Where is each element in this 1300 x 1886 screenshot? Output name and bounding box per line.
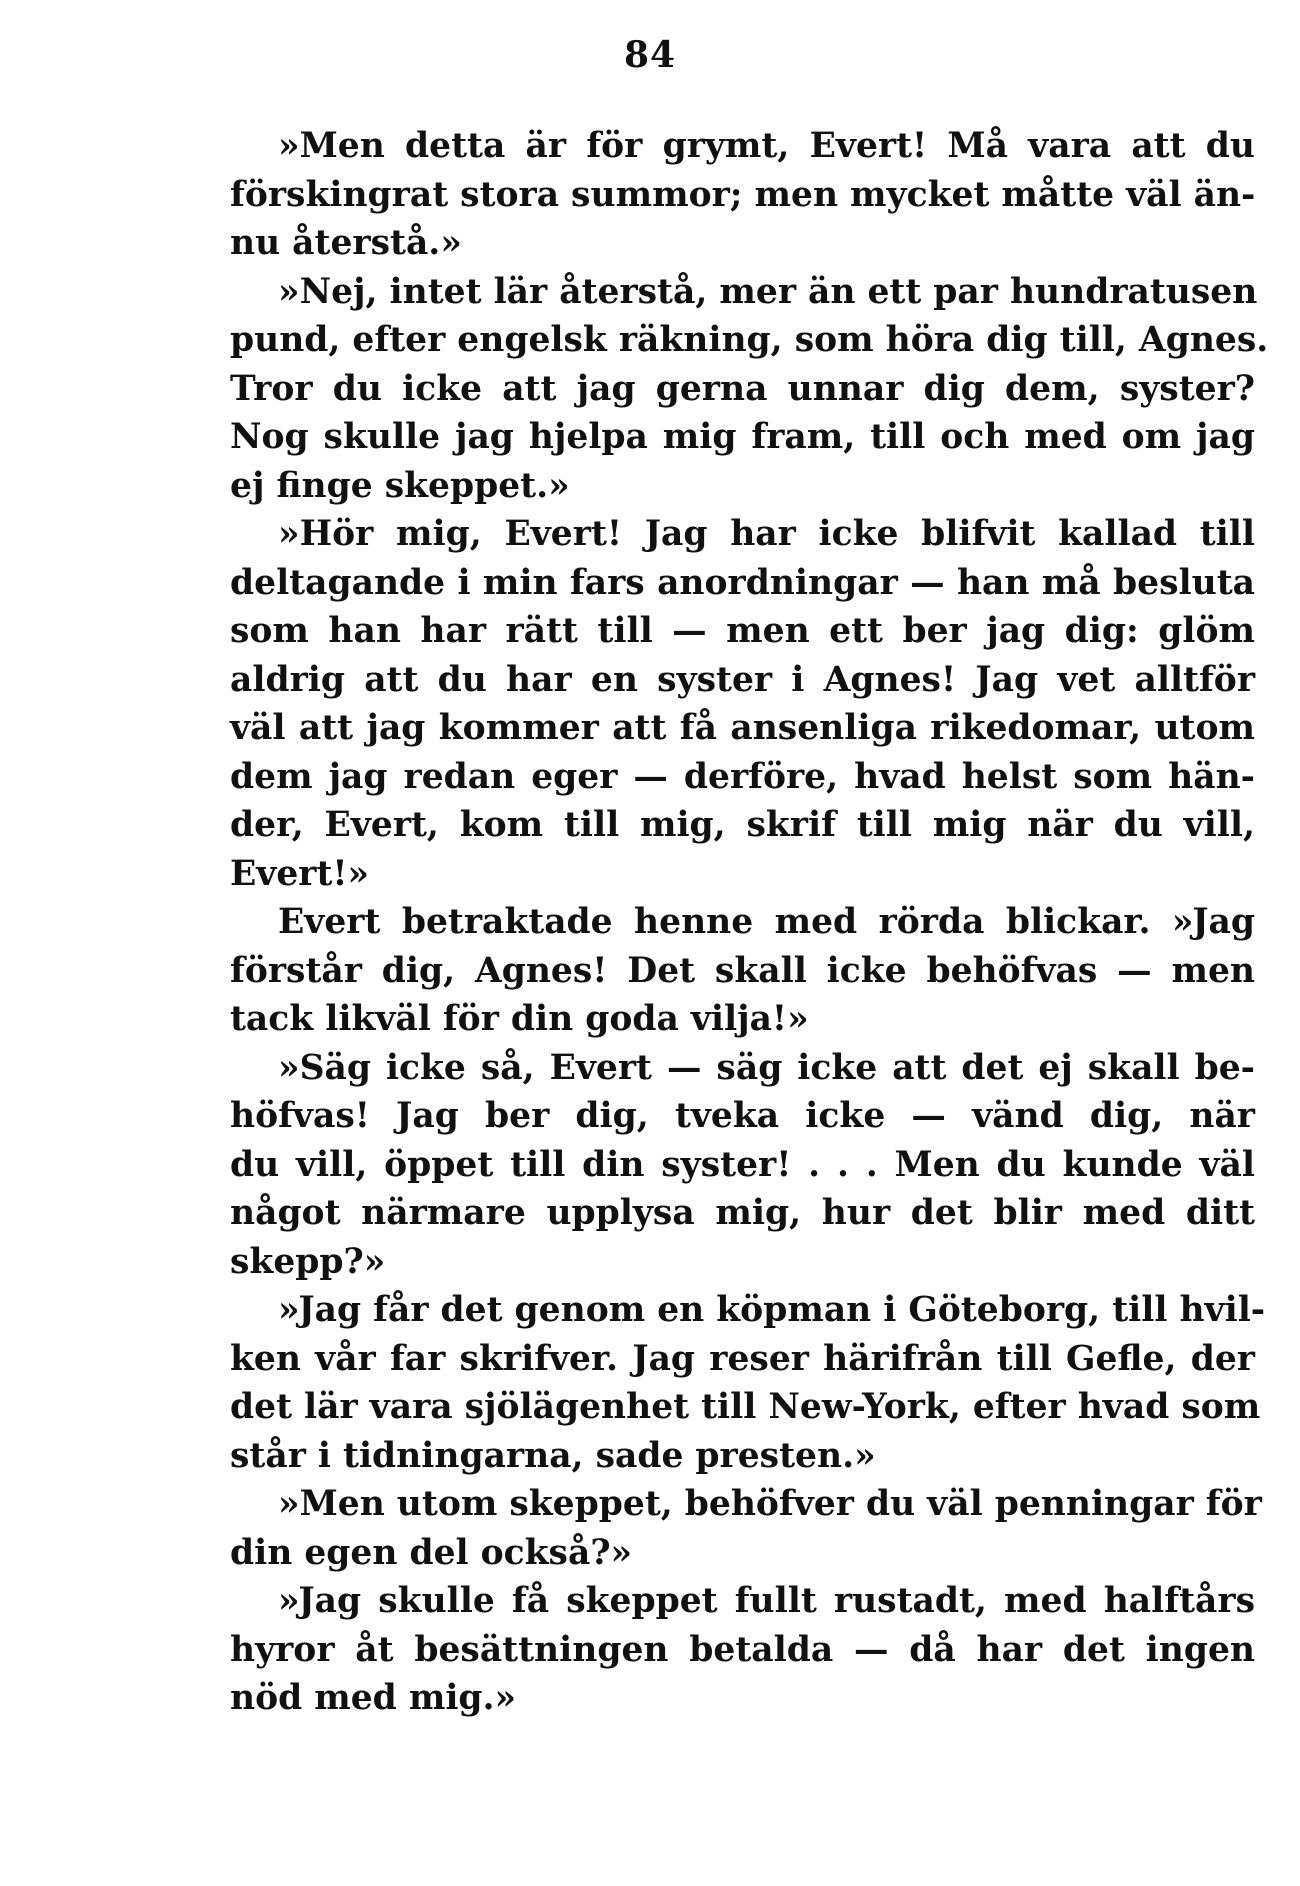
text-line: väl att jag kommer att få ansenliga rikedomar, utom (230, 708, 1255, 748)
text-body (230, 122, 1269, 1723)
text-line: ken vår far skrifver. Jag reser härifrån till Gefle, der (230, 1338, 1255, 1379)
paragraph (230, 1286, 1266, 1480)
paragraph (230, 1480, 1262, 1577)
text-line: »Jag skulle få skeppet fullt rustadt, med halftårs (278, 1581, 1255, 1621)
text-line: du vill, öppet till din syster! . . . Men du kunde väl (230, 1144, 1255, 1185)
text-line: hyror åt besättningen betalda — då har det ingen (230, 1629, 1255, 1670)
text-line: Evert!» (230, 853, 370, 894)
text-line: pund, efter engelsk räkning, som höra dig till, Agnes. (230, 320, 1269, 360)
text-line: förstår dig, Agnes! Det skall icke behöfvas — men (230, 950, 1255, 991)
text-line: deltagande i min fars anordningar — han må besluta (230, 562, 1255, 603)
text-line: der, Evert, kom till mig, skrif till mig när du vill, (230, 805, 1255, 845)
text-line: dem jag redan eger — derföre, hvad helst som hän- (230, 756, 1255, 797)
text-line: höfvas! Jag ber dig, tveka icke — vänd dig, när (230, 1096, 1255, 1136)
text-line: din egen del också?» (230, 1532, 633, 1573)
paragraph (230, 122, 1255, 268)
text-line: står i tidningarna, sade presten.» (230, 1435, 876, 1476)
text-line: förskingrat stora summor; men mycket måtte väl än- (230, 174, 1256, 215)
text-line: aldrig att du har en syster i Agnes! Jag vet alltför (230, 659, 1255, 700)
text-line: nu återstå.» (230, 223, 462, 263)
text-line: som han har rätt till — men ett ber jag dig: glöm (230, 611, 1255, 651)
text-line: nöd med mig.» (230, 1678, 517, 1718)
text-line: »Jag får det genom en köpman i Göteborg, till hvil- (278, 1290, 1266, 1330)
paragraph (230, 898, 1255, 1044)
text-line: Tror du icke att jag gerna unnar dig dem, syster? (230, 368, 1255, 409)
paragraph (230, 510, 1255, 898)
text-line: »Nej, intet lär återstå, mer än ett par hundratusen (278, 271, 1258, 312)
text-line: »Men utom skeppet, behöfver du väl penningar för (278, 1484, 1262, 1524)
text-line: »Men detta är för grymt, Evert! Må vara att du (278, 126, 1255, 166)
text-line: Nog skulle jag hjelpa mig fram, till och med om jag (230, 417, 1255, 457)
text-line: det lär vara sjölägenhet till New-York, efter hvad som (230, 1387, 1261, 1427)
text-line: ej finge skeppet.» (230, 465, 570, 506)
text-line: skepp?» (230, 1241, 386, 1282)
paragraph (230, 1044, 1255, 1287)
text-line: något närmare upplysa mig, hur det blir med ditt (230, 1193, 1255, 1233)
paragraph (230, 268, 1269, 511)
text-line: tack likväl för din goda vilja!» (230, 999, 809, 1039)
page-number: 84 (623, 34, 677, 76)
text-line: »Säg icke så, Evert — säg icke att det ej skall be- (278, 1047, 1255, 1088)
paragraph (230, 1577, 1255, 1723)
text-line: Evert betraktade henne med rörda blickar. »Jag (278, 902, 1255, 942)
text-line: »Hör mig, Evert! Jag har icke blifvit kallad till (278, 514, 1255, 554)
